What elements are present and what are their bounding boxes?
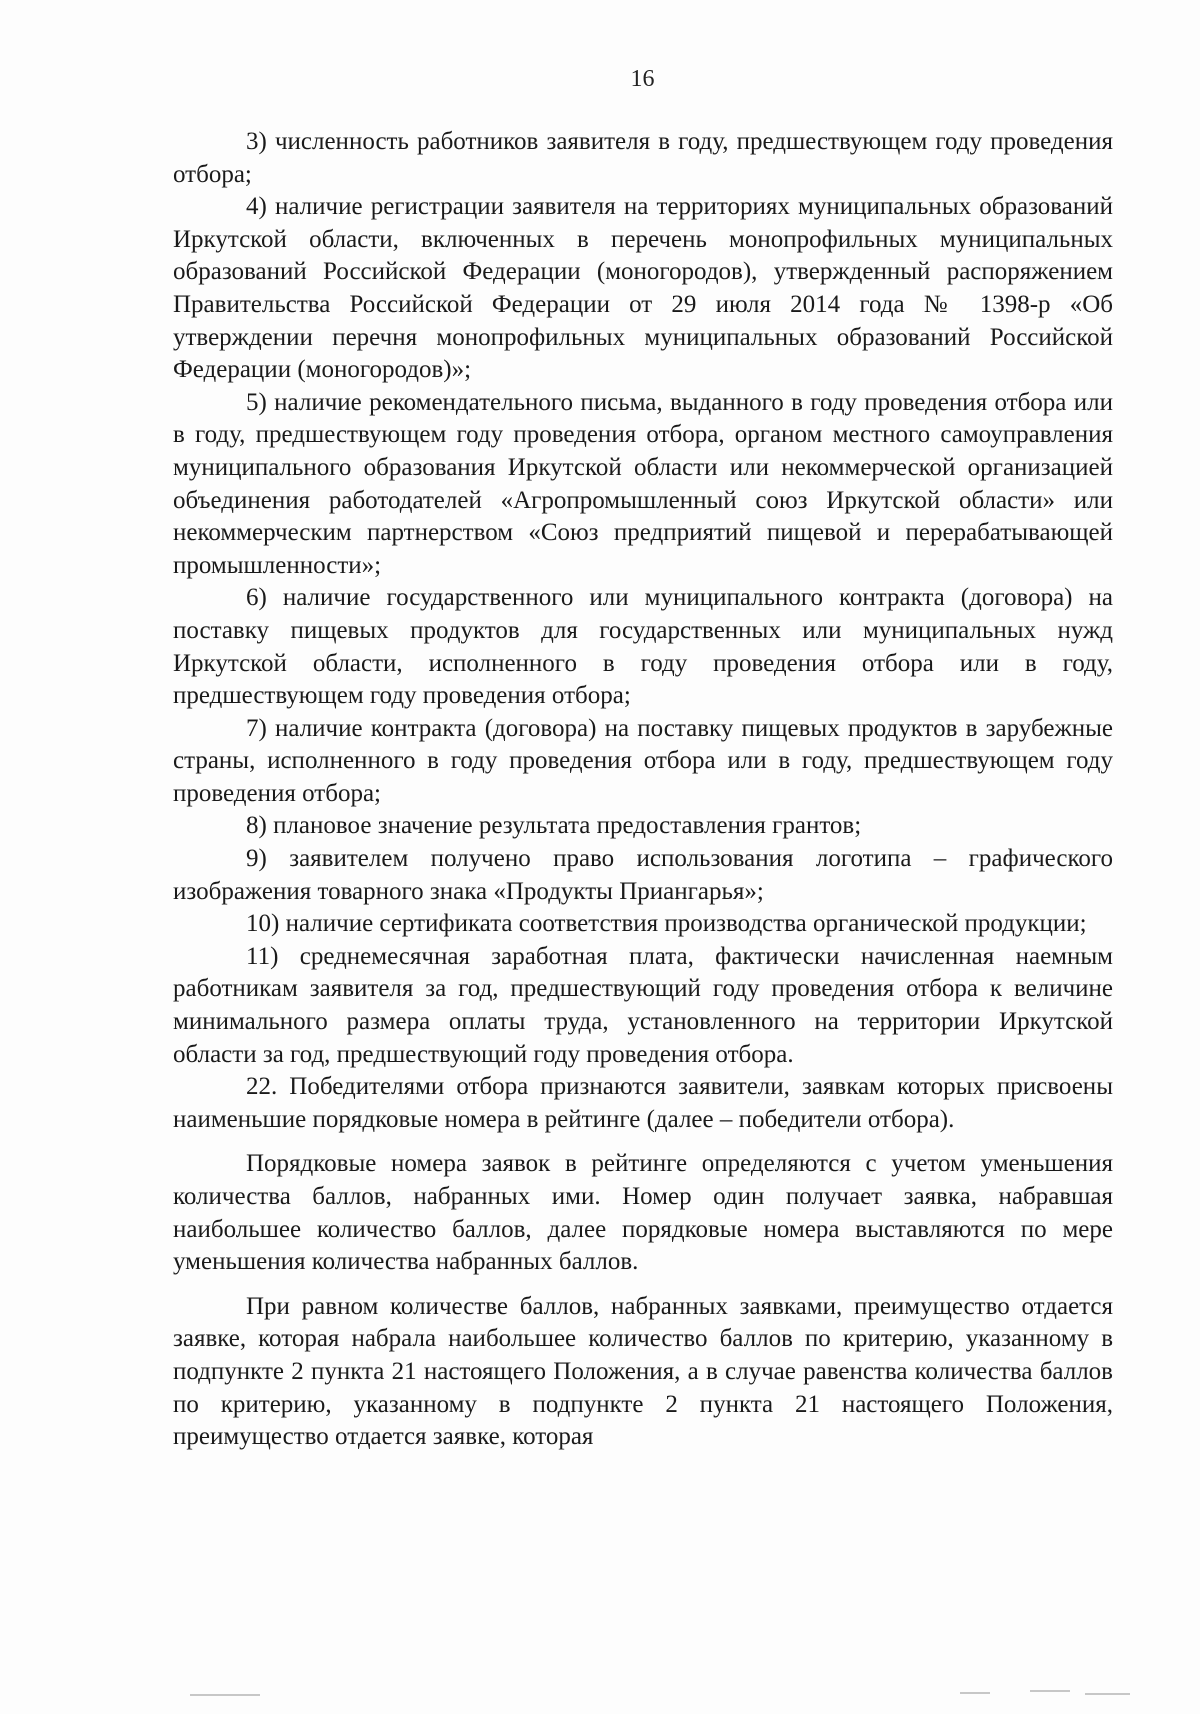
paragraph: 4) наличие регистрации заявителя на территориях муниципальных образований Иркутской области, включенных в перечень монопрофильных муниципальных образований Российской Федерации (моногородов), утвержденный распоряжением Правительства Российской Федерации от 29 июля 2014 года № 1398-р «Об утверждении перечня монопрофильных муниципальных образований Российской Федерации (моногородов)»; [173, 193, 1113, 384]
paragraph: 11) среднемесячная заработная плата, фактически начисленная наемным работникам заявителя за год, предшествующий году проведения отбора к величине минимального размера оплаты труда, установленного на территории Иркутской области за год, предшествующий году проведения отбора. [173, 942, 1113, 1068]
paragraph: 5) наличие рекомендательного письма, выданного в году проведения отбора или в году, предшествующем году проведения отбора, органом местного самоуправления муниципального образования Иркутской области или некоммерческой организацией объединения работодателей «Агропромышленный союз Иркутской области» или некоммерческим партнерством «Союз предприятий пищевой и перерабатывающей промышленности»; [173, 388, 1113, 579]
paragraph: 22. Победителями отбора признаются заявители, заявкам которых присвоены наименьшие порядковые номера в рейтинге (далее – победители отбора). [173, 1073, 1113, 1133]
scan-artifacts [0, 1690, 1200, 1710]
paragraph: 7) наличие контракта (договора) на поставку пищевых продуктов в зарубежные страны, исполненного в году проведения отбора или в году, предшествующем году проведения отбора; [173, 714, 1113, 807]
paragraph: Порядковые номера заявок в рейтинге определяются с учетом уменьшения количества баллов, набранных ими. Номер один получает заявка, набравшая наибольшее количество баллов, далее порядковые номера выставляются по мере уменьшения количества набранных баллов. [173, 1150, 1113, 1276]
paragraph: 3) численность работников заявителя в году, предшествующем году проведения отбора; [173, 128, 1113, 188]
paragraph: 8) плановое значение результата предоставления грантов; [246, 812, 862, 840]
paragraph: 9) заявителем получено право использования логотипа – графического изображения товарного знака «Продукты Приангарья»; [173, 845, 1113, 905]
document-body [173, 126, 1113, 1454]
page-number: 16 [630, 66, 655, 92]
paragraph: При равном количестве баллов, набранных заявками, преимущество отдается заявке, которая набрала наибольшее количество баллов по критерию, указанному в подпункте 2 пункта 21 настоящего Положения, а в случае равенства количества баллов по критерию, указанному в подпункте 2 пункта 21 настоящего Положения, преимущество отдается заявке, которая [173, 1292, 1113, 1451]
paragraph: 10) наличие сертификата соответствия производства органической продукции; [246, 910, 1087, 938]
paragraph: 6) наличие государственного или муниципального контракта (договора) на поставку пищевых продуктов для государственных или муниципальных нужд Иркутской области, исполненного в году проведения отбора или в году, предшествующем году проведения отбора; [173, 584, 1113, 710]
